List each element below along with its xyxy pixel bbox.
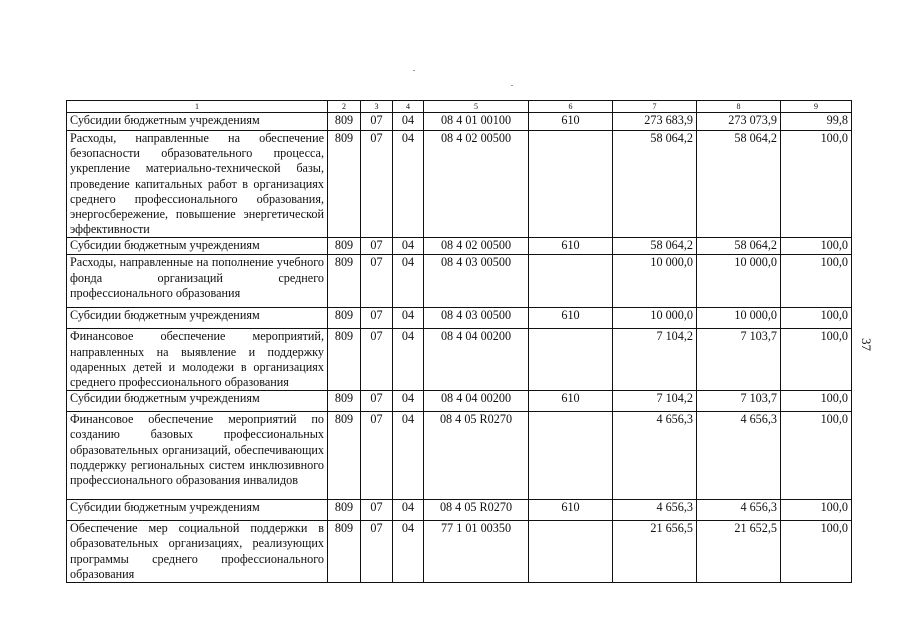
agency-code: 809 <box>328 391 361 412</box>
page-number: 37 <box>859 338 874 351</box>
item-name: Обеспечение мер социальной поддержки в образовательных организациях, реализующих программы среднего профессионального образования <box>67 521 328 583</box>
subsection-code: 04 <box>393 308 424 329</box>
column-number: 4 <box>393 101 424 113</box>
executed-amount: 58 064,2 <box>697 131 781 238</box>
table-row <box>67 412 852 500</box>
item-name: Субсидии бюджетным учреждениям <box>67 308 328 329</box>
item-name: Финансовое обеспечение мероприятий по созданию базовых профессиональных образовательных организаций, обеспечивающих поддержку региональных систем инклюзивного профессионального образования инвалидов <box>67 412 328 500</box>
subsection-code: 04 <box>393 255 424 308</box>
section-code: 07 <box>361 500 393 521</box>
subsection-code: 04 <box>393 412 424 500</box>
item-name: Субсидии бюджетным учреждениям <box>67 238 328 255</box>
column-number-row <box>67 101 852 113</box>
execution-percent: 100,0 <box>781 131 852 238</box>
expense-type-code <box>529 131 613 238</box>
column-number: 9 <box>781 101 852 113</box>
expense-type-code: 610 <box>529 113 613 131</box>
agency-code: 809 <box>328 255 361 308</box>
executed-amount: 7 103,7 <box>697 391 781 412</box>
table-body <box>67 101 852 583</box>
budget-table <box>66 100 852 583</box>
target-article-code: 77 1 01 00350 <box>424 521 529 583</box>
execution-percent: 100,0 <box>781 308 852 329</box>
expense-type-code: 610 <box>529 391 613 412</box>
column-number: 1 <box>67 101 328 113</box>
execution-percent: 100,0 <box>781 412 852 500</box>
planned-amount: 58 064,2 <box>613 238 697 255</box>
subsection-code: 04 <box>393 238 424 255</box>
subsection-code: 04 <box>393 329 424 391</box>
section-code: 07 <box>361 131 393 238</box>
expense-type-code <box>529 255 613 308</box>
scan-speck <box>413 70 415 71</box>
item-name: Расходы, направленные на обеспечение безопасности образовательного процесса, укрепление материально-технической базы, проведение капитальных работ в организациях среднего профессионального образования, энергосбережение, повышение энергетической эффективности <box>67 131 328 238</box>
target-article-code: 08 4 03 00500 <box>424 255 529 308</box>
subsection-code: 04 <box>393 113 424 131</box>
column-number: 8 <box>697 101 781 113</box>
executed-amount: 10 000,0 <box>697 308 781 329</box>
section-code: 07 <box>361 113 393 131</box>
column-number: 7 <box>613 101 697 113</box>
column-number: 2 <box>328 101 361 113</box>
table-row <box>67 238 852 255</box>
table-row <box>67 500 852 521</box>
subsection-code: 04 <box>393 391 424 412</box>
table-row <box>67 391 852 412</box>
agency-code: 809 <box>328 329 361 391</box>
execution-percent: 100,0 <box>781 255 852 308</box>
executed-amount: 4 656,3 <box>697 500 781 521</box>
executed-amount: 10 000,0 <box>697 255 781 308</box>
item-name: Субсидии бюджетным учреждениям <box>67 500 328 521</box>
planned-amount: 273 683,9 <box>613 113 697 131</box>
agency-code: 809 <box>328 131 361 238</box>
column-number: 3 <box>361 101 393 113</box>
execution-percent: 100,0 <box>781 329 852 391</box>
agency-code: 809 <box>328 521 361 583</box>
expense-type-code <box>529 412 613 500</box>
table-row <box>67 255 852 308</box>
agency-code: 809 <box>328 113 361 131</box>
planned-amount: 21 656,5 <box>613 521 697 583</box>
scan-speck <box>511 85 513 86</box>
agency-code: 809 <box>328 412 361 500</box>
expense-type-code: 610 <box>529 308 613 329</box>
table-row <box>67 521 852 583</box>
column-number: 6 <box>529 101 613 113</box>
section-code: 07 <box>361 329 393 391</box>
target-article-code: 08 4 04 00200 <box>424 391 529 412</box>
executed-amount: 7 103,7 <box>697 329 781 391</box>
table-row <box>67 131 852 238</box>
section-code: 07 <box>361 238 393 255</box>
planned-amount: 10 000,0 <box>613 308 697 329</box>
executed-amount: 21 652,5 <box>697 521 781 583</box>
subsection-code: 04 <box>393 521 424 583</box>
subsection-code: 04 <box>393 131 424 238</box>
planned-amount: 4 656,3 <box>613 412 697 500</box>
planned-amount: 10 000,0 <box>613 255 697 308</box>
planned-amount: 7 104,2 <box>613 329 697 391</box>
planned-amount: 4 656,3 <box>613 500 697 521</box>
item-name: Субсидии бюджетным учреждениям <box>67 113 328 131</box>
agency-code: 809 <box>328 500 361 521</box>
expense-type-code <box>529 521 613 583</box>
planned-amount: 7 104,2 <box>613 391 697 412</box>
expense-type-code: 610 <box>529 500 613 521</box>
target-article-code: 08 4 05 R0270 <box>424 412 529 500</box>
execution-percent: 99,8 <box>781 113 852 131</box>
executed-amount: 58 064,2 <box>697 238 781 255</box>
target-article-code: 08 4 03 00500 <box>424 308 529 329</box>
target-article-code: 08 4 04 00200 <box>424 329 529 391</box>
execution-percent: 100,0 <box>781 521 852 583</box>
target-article-code: 08 4 02 00500 <box>424 131 529 238</box>
execution-percent: 100,0 <box>781 391 852 412</box>
expense-type-code: 610 <box>529 238 613 255</box>
expense-type-code <box>529 329 613 391</box>
section-code: 07 <box>361 412 393 500</box>
table-row <box>67 113 852 131</box>
table-row <box>67 329 852 391</box>
item-name: Субсидии бюджетным учреждениям <box>67 391 328 412</box>
section-code: 07 <box>361 308 393 329</box>
execution-percent: 100,0 <box>781 238 852 255</box>
section-code: 07 <box>361 255 393 308</box>
item-name: Расходы, направленные на пополнение учебного фонда организаций среднего профессионального образования <box>67 255 328 308</box>
execution-percent: 100,0 <box>781 500 852 521</box>
table-row <box>67 308 852 329</box>
subsection-code: 04 <box>393 500 424 521</box>
agency-code: 809 <box>328 238 361 255</box>
target-article-code: 08 4 01 00100 <box>424 113 529 131</box>
executed-amount: 4 656,3 <box>697 412 781 500</box>
agency-code: 809 <box>328 308 361 329</box>
target-article-code: 08 4 05 R0270 <box>424 500 529 521</box>
target-article-code: 08 4 02 00500 <box>424 238 529 255</box>
item-name: Финансовое обеспечение мероприятий, направленных на выявление и поддержку одаренных детей и молодежи в организациях среднего профессионального образования <box>67 329 328 391</box>
section-code: 07 <box>361 521 393 583</box>
column-number: 5 <box>424 101 529 113</box>
planned-amount: 58 064,2 <box>613 131 697 238</box>
executed-amount: 273 073,9 <box>697 113 781 131</box>
section-code: 07 <box>361 391 393 412</box>
